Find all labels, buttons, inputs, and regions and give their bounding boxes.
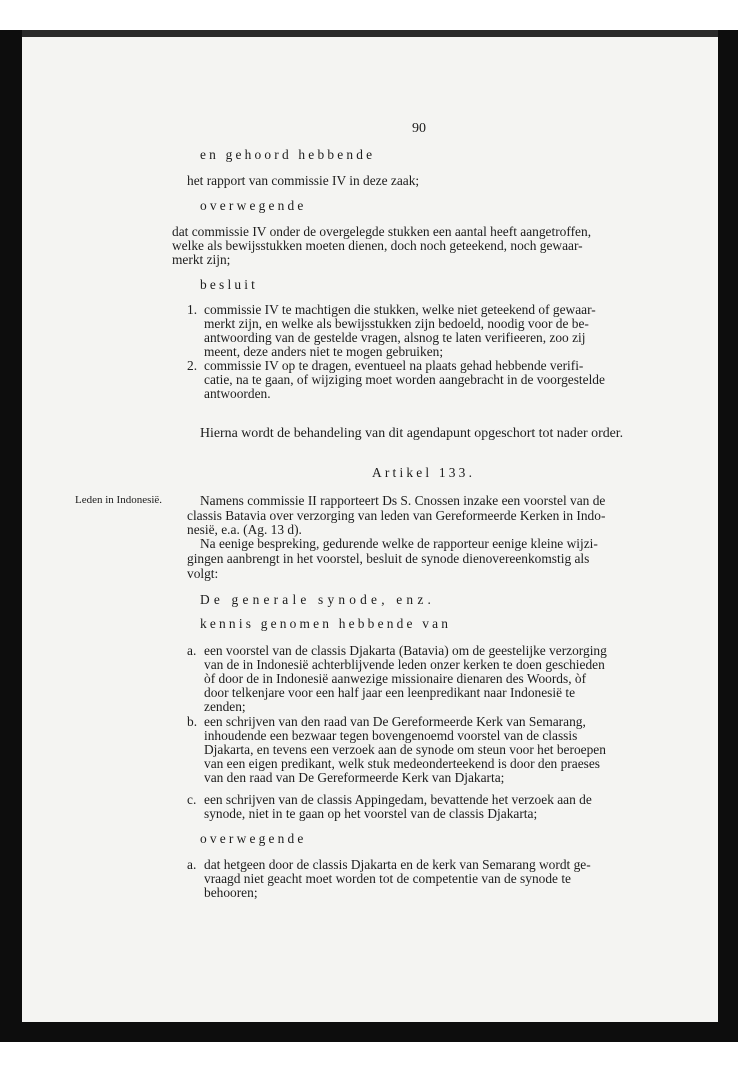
scan-border-bottom [0,1022,738,1042]
considering-line: dat commissie IV onder de overgelegde stukken een aantal heeft aangetroffen, [172,224,592,239]
list-marker: a. [187,857,197,872]
noted-line: zenden; [204,699,246,714]
decision-line: catie, na te gaan, of wijziging moet worden aangebracht in de voorgestelde [204,372,605,387]
decision-line: antwoorden. [204,386,271,401]
considering2-line: vraagd niet geacht moet worden tot de competentie van de synode te [204,871,571,886]
scan-background [0,0,738,30]
list-marker: 1. [187,302,198,317]
list-marker: b. [187,714,198,729]
considering-line: welke als bewijsstukken moeten dienen, doch noch geteekend, noch gewaar- [172,238,583,253]
heading-synod: De generale synode, enz. [200,592,436,607]
report-line: gingen aanbrengt in het voorstel, besluit de synode dienovereenkomstig als [187,551,590,566]
heading-decides: besluit [200,277,259,292]
noted-line: van een eigen predikant, welk stuk medeonderteekend is door den praeses [204,756,600,771]
heading-considering-2: overwegende [200,831,307,846]
decision-line: meent, deze anders niet te mogen gebruiken; [204,344,444,359]
decision-line: commissie IV te machtigen die stukken, welke niet geteekend of gewaar- [204,302,596,317]
list-marker: 2. [187,358,198,373]
noted-line: synode, niet in te gaan op het voorstel van de classis Djakarta; [204,806,538,821]
heard-text: het rapport van commissie IV in deze zaak; [187,173,420,188]
noted-line: een schrijven van den raad van De Gereformeerde Kerk van Semarang, [204,714,586,729]
decision-line: commissie IV op te dragen, eventueel na plaats gehad hebbende verifi- [204,358,584,373]
noted-line: van den raad van De Gereformeerde Kerk van Djakarta; [204,770,505,785]
noted-line: Djakarta, en tevens een verzoek aan de synode om steun voor het beroepen [204,742,606,757]
suspension-note: Hierna wordt de behandeling van dit agendapunt opgeschort tot nader order. [200,426,624,441]
scan-border-top [22,30,718,37]
report-line: volgt: [187,566,219,581]
page-number: 90 [412,121,426,136]
noted-line: een schrijven van de classis Appingedam, bevattende het verzoek aan de [204,792,592,807]
decision-line: antwoording van de gestelde vragen, alsnog te laten verifieeren, zoo zij [204,330,586,345]
heading-heard: en gehoord hebbende [200,147,376,162]
considering-line: merkt zijn; [172,252,231,267]
decision-line: merkt zijn, en welke als bewijsstukken zijn bedoeld, noodig voor de be- [204,316,589,331]
list-marker: a. [187,643,197,658]
heading-noted: kennis genomen hebbende van [200,616,452,631]
report-line: Namens commissie II rapporteert Ds S. Cnossen inzake een voorstel van de [200,493,606,508]
noted-line: van de in Indonesië achterblijvende leden onzer kerken te doen geschieden [204,657,605,672]
report-line: classis Batavia over verzorging van leden van Gereformeerde Kerken in Indo- [187,508,606,523]
scan-border-left [0,30,22,1042]
article-heading: Artikel 133. [372,465,476,480]
scan-border-right [718,30,738,1042]
noted-line: inhoudende een bezwaar tegen bovengenoemd voorstel van de classis [204,728,578,743]
noted-line: een voorstel van de classis Djakarta (Batavia) om de geestelijke verzorging [204,643,607,658]
considering2-line: dat hetgeen door de classis Djakarta en de kerk van Semarang wordt ge- [204,857,591,872]
report-line: nesië, e.a. (Ag. 13 d). [187,522,302,537]
heading-considering: overwegende [200,198,307,213]
noted-line: òf door de in Indonesië aanwezige missionaire dienaren des Woords, òf [204,671,587,686]
noted-line: door telkenjare voor een half jaar een leenpredikant naar Indonesië te [204,685,576,700]
margin-note: Leden in Indonesië. [75,494,163,506]
considering2-line: behooren; [204,885,258,900]
list-marker: c. [187,792,197,807]
report-line: Na eenige bespreking, gedurende welke de rapporteur eenige kleine wijzi- [200,536,598,551]
